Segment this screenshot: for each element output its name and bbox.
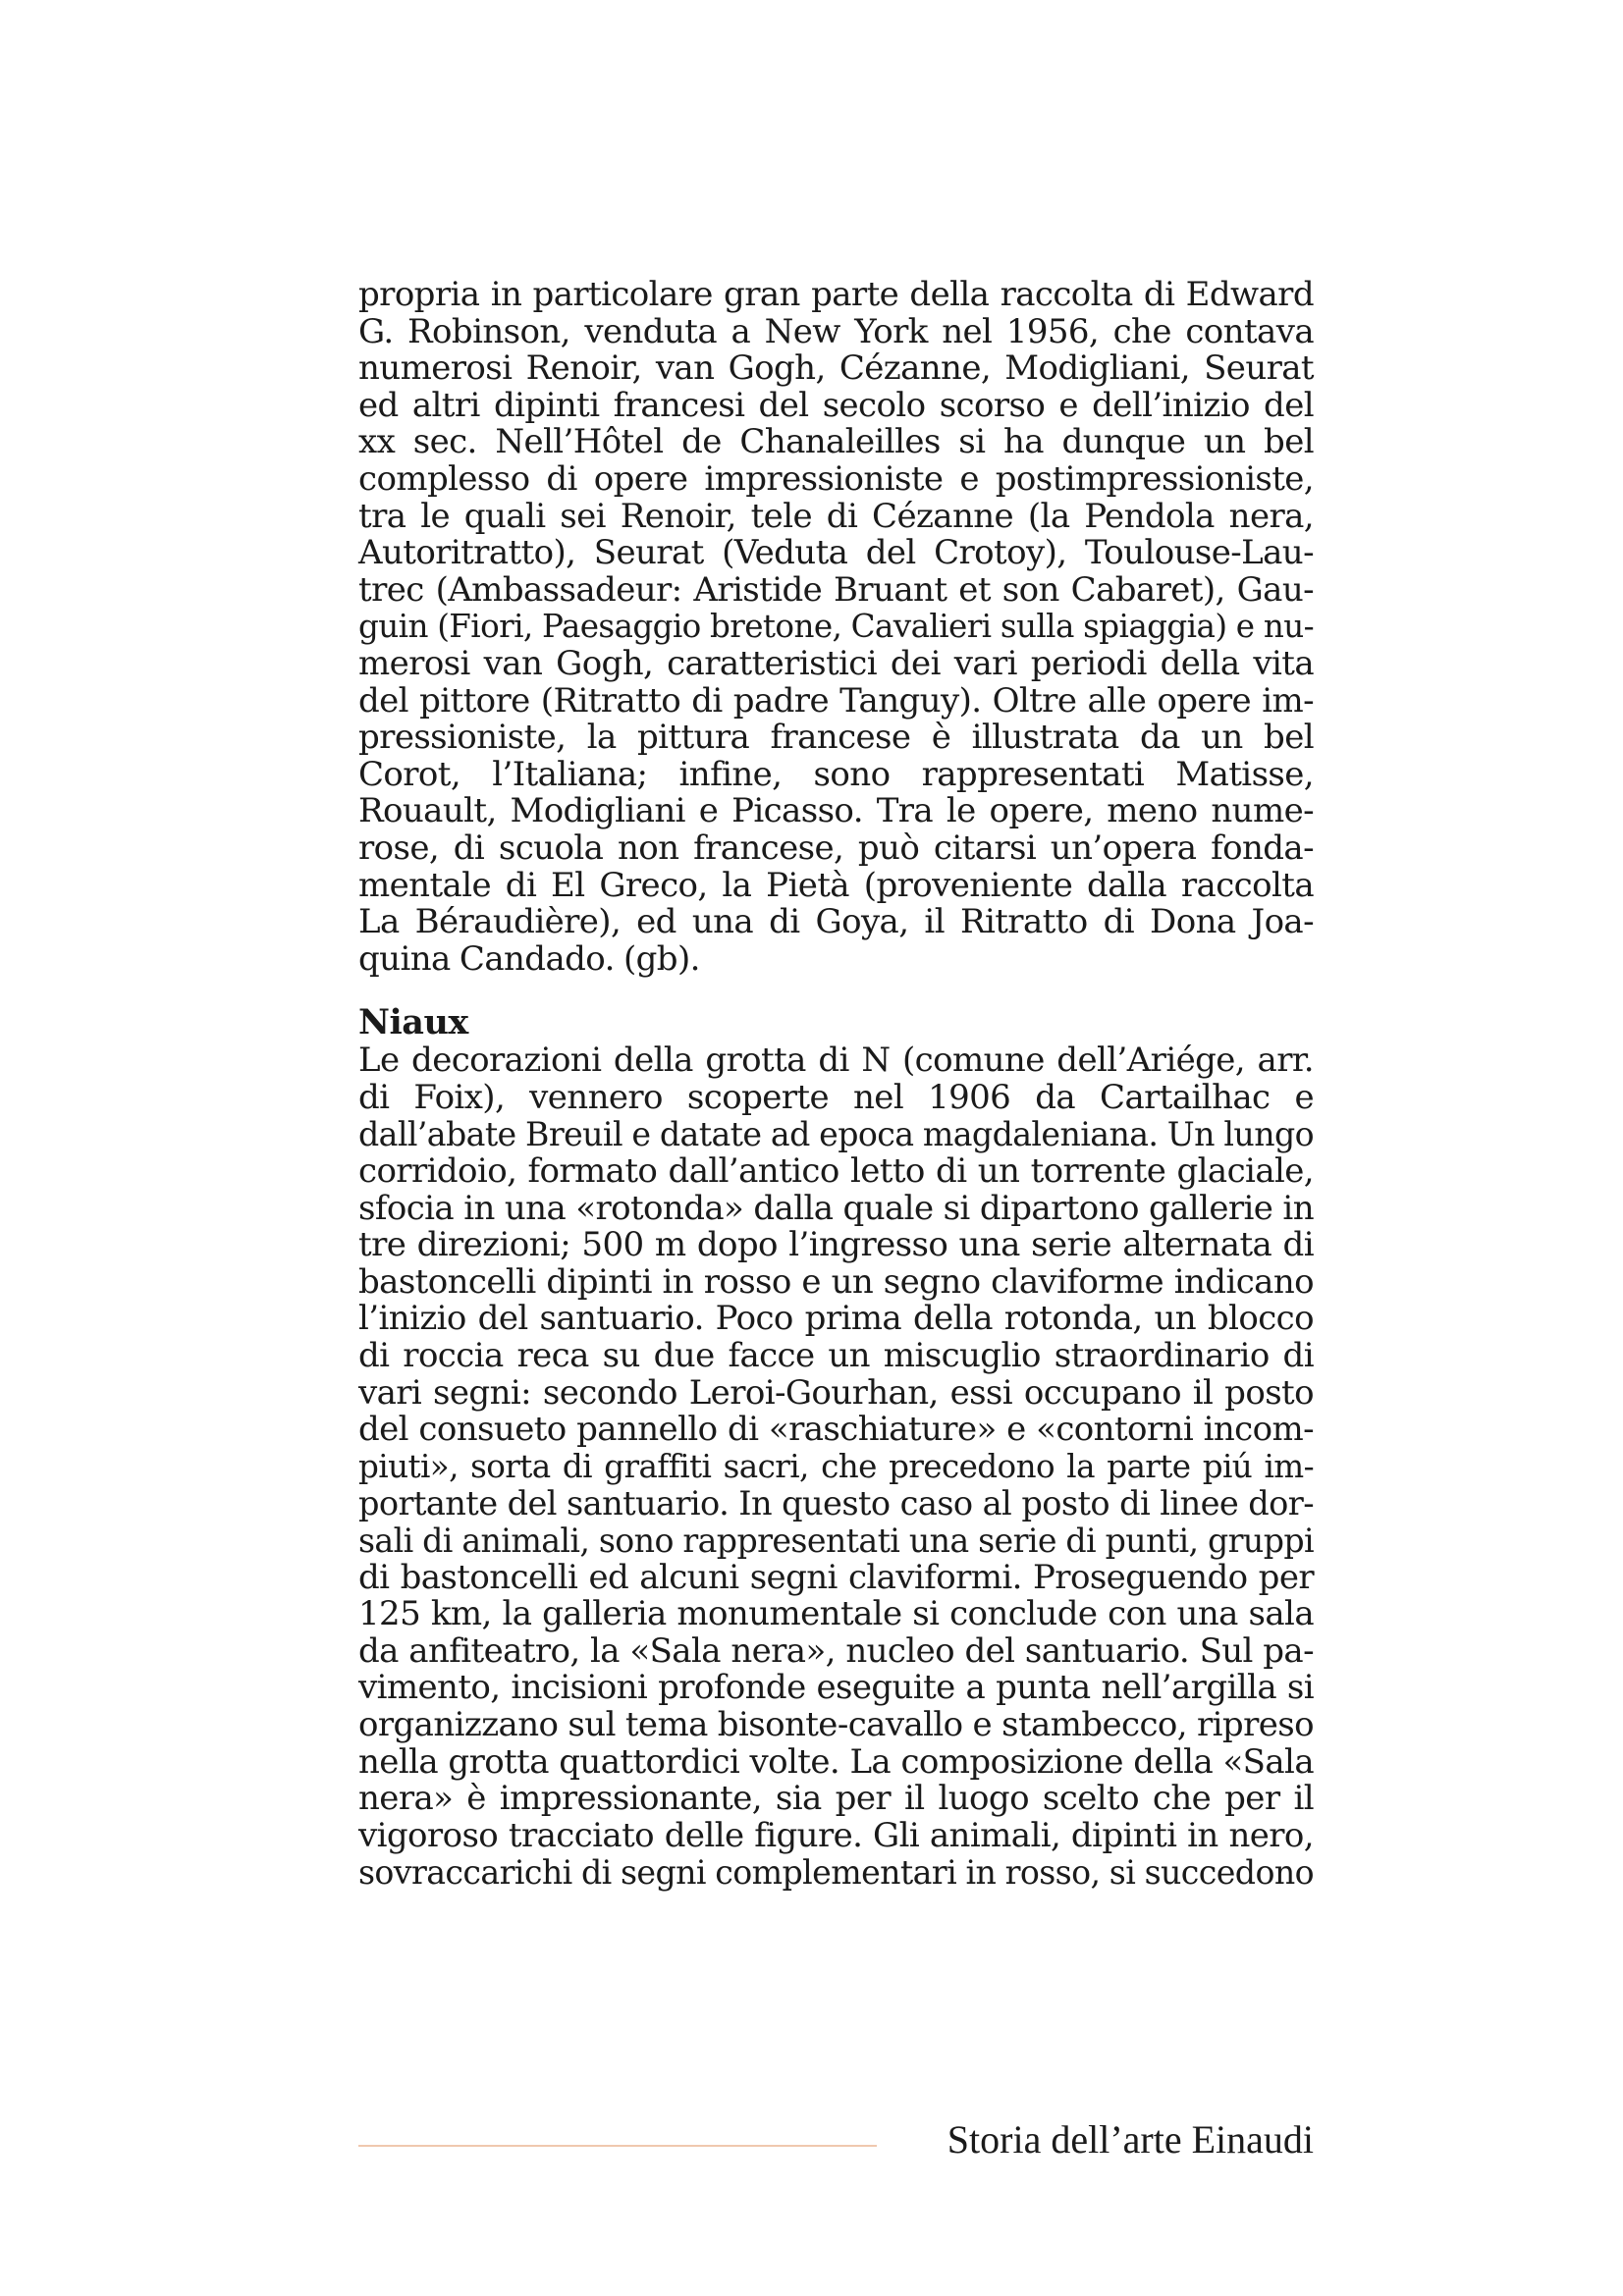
text-line: di roccia reca su due facce un miscuglio straordinario di <box>358 1336 1314 1376</box>
text-line: organizzano sul tema bisonte-cavallo e stambecco, ripreso <box>358 1704 1314 1744</box>
text-line: trec (Ambassadeur: Aristide Bruant et son Cabaret), Gau- <box>358 569 1314 610</box>
text-line: tra le quali sei Renoir, tele di Cézanne (la Pendola nera, <box>358 496 1314 536</box>
text-line: xx sec. Nell’Hôtel de Chanaleilles si ha dunque un bel <box>358 422 1314 462</box>
text-line: da anfiteatro, la «Sala nera», nucleo del santuario. Sul pa- <box>358 1630 1314 1671</box>
text-line: sfocia in una «rotonda» dalla quale si dipartono gallerie in <box>358 1188 1314 1228</box>
footer-title: Storia dell’arte Einaudi <box>947 2117 1314 2162</box>
text-line: Corot, l’Italiana; infine, sono rappresentati Matisse, <box>358 754 1314 794</box>
text-line: numerosi Renoir, van Gogh, Cézanne, Modigliani, Seurat <box>358 348 1314 389</box>
text-line: guin (Fiori, Paesaggio bretone, Cavalieri sulla spiaggia) e nu- <box>358 608 1314 646</box>
text-line: l’inizio del santuario. Poco prima della rotonda, un blocco <box>358 1299 1314 1339</box>
section-intro <box>358 277 1314 978</box>
article-body <box>358 277 1314 1892</box>
text-line: di Foix), vennero scoperte nel 1906 da Cartailhac e <box>358 1077 1314 1117</box>
text-line: rose, di scuola non francese, può citarsi un’opera fonda- <box>358 828 1314 868</box>
text-line: sovraccarichi di segni complementari in rosso, si succedono <box>358 1853 1314 1893</box>
text-line: mentale di El Greco, la Pietà (proveniente dalla raccolta <box>358 865 1314 905</box>
text-line: corridoio, formato dall’antico letto di un torrente glaciale, <box>358 1151 1314 1192</box>
text-line: portante del santuario. In questo caso al posto di linee dor- <box>358 1484 1314 1523</box>
text-line: Rouault, Modigliani e Picasso. Tra le opere, meno nume- <box>358 791 1314 831</box>
text-line: sali di animali, sono rappresentati una serie di punti, gruppi <box>358 1522 1314 1560</box>
text-line: di bastoncelli ed alcuni segni claviformi. Proseguendo per <box>358 1557 1314 1597</box>
text-line: vimento, incisioni profonde eseguite a punta nell’argilla si <box>358 1668 1314 1708</box>
section-niaux <box>358 1042 1314 1892</box>
text-line: nera» è impressionante, sia per il luogo scelto che per il <box>358 1779 1314 1819</box>
text-line: Autoritratto), Seurat (Veduta del Crotoy), Toulouse-Lau- <box>358 533 1314 573</box>
text-line: tre direzioni; 500 m dopo l’ingresso una serie alternata di <box>358 1225 1314 1265</box>
footer-rule <box>358 2145 877 2147</box>
text-line: propria in particolare gran parte della raccolta di Edward <box>358 275 1314 314</box>
text-line: piuti», sorta di graffiti sacri, che precedono la parte piú im- <box>358 1447 1314 1485</box>
text-line: G. Robinson, venduta a New York nel 1956, che contava <box>358 311 1314 351</box>
text-line: ed altri dipinti francesi del secolo scorso e dell’inizio del <box>358 385 1314 425</box>
text-line: merosi van Gogh, caratteristici dei vari periodi della vita <box>358 643 1314 683</box>
text-line: Le decorazioni della grotta di N (comune dell’Ariége, arr. <box>358 1041 1314 1081</box>
text-line: vari segni: secondo Leroi-Gourhan, essi occupano il posto <box>358 1372 1314 1413</box>
text-line: complesso di opere impressioniste e postimpressioniste, <box>358 458 1314 499</box>
text-line: bastoncelli dipinti in rosso e un segno claviforme indicano <box>358 1261 1314 1302</box>
text-line: pressioniste, la pittura francese è illustrata da un bel <box>358 718 1314 758</box>
text-line: La Béraudière), ed una di Goya, il Ritratto di Dona Joa- <box>358 902 1314 942</box>
page-footer <box>358 2115 1314 2164</box>
text-line: quina Candado. (gb). <box>358 938 700 979</box>
text-line: del consueto pannello di «raschiature» e «contorni incom- <box>358 1410 1314 1450</box>
section-heading: Niaux <box>358 1002 468 1043</box>
text-line: dall’abate Breuil e datate ad epoca magdaleniana. Un lungo <box>358 1115 1314 1154</box>
text-line: vigoroso tracciato delle figure. Gli animali, dipinti in nero, <box>358 1815 1314 1855</box>
text-line: nella grotta quattordici volte. La composizione della «Sala <box>358 1741 1314 1782</box>
text-line: 125 km, la galleria monumentale si conclude con una sala <box>358 1594 1314 1634</box>
text-line: del pittore (Ritratto di padre Tanguy). Oltre alle opere im- <box>358 680 1314 721</box>
